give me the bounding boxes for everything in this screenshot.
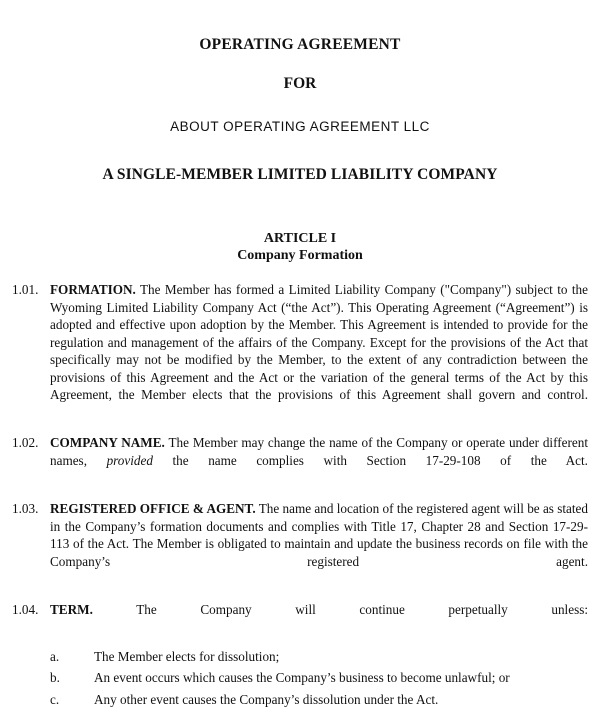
list-item-text: The Member elects for dissolution;: [94, 648, 280, 664]
list-item-letter: a.: [50, 648, 60, 664]
section-number: 1.04.: [12, 601, 39, 617]
section-heading: TERM.: [50, 601, 93, 617]
article-title: Company Formation: [237, 248, 363, 264]
section-text-before-italic: The Member may change the name of the Company or operate under different names,: [50, 435, 588, 468]
list-item-letter: c.: [50, 691, 60, 707]
section-body: [50, 434, 588, 487]
section-formation: [12, 281, 588, 421]
list-item: [50, 667, 588, 688]
list-item-text: An event occurs which causes the Company’s business to become unlawful; or: [94, 670, 510, 686]
section-number: 1.03.: [12, 501, 39, 516]
company-name: ABOUT OPERATING AGREEMENT LLC: [170, 119, 430, 135]
list-item-text: Any other event causes the Company’s dissolution under the Act.: [94, 691, 439, 707]
section-body: [50, 500, 588, 588]
document-body: [0, 281, 600, 710]
section-heading: FORMATION.: [50, 281, 136, 297]
section-number: 1.02.: [12, 435, 39, 451]
section-term: [12, 601, 588, 710]
document-subtitle: A SINGLE-MEMBER LIMITED LIABILITY COMPANY: [102, 165, 498, 183]
list-item-letter: b.: [50, 670, 60, 686]
section-text: The Company will continue perpetually unless:: [92, 601, 588, 617]
section-text: The name and location of the registered agent will be as stated in the Company’s formation documents and complies with Title 17, Chapter 28 and Section 17-29-113 of the Act. The Member is obligated to maintain and update the business records on file with the Company’s registered agent.: [50, 501, 588, 569]
section-number: 1.01.: [12, 281, 39, 297]
title-block: [0, 0, 600, 183]
term-sub-list: [50, 646, 588, 710]
section-body: [50, 601, 588, 636]
section-company-name: [12, 434, 588, 487]
section-text-after-italic: the name complies with Section 17-29-108 of the Act.: [152, 452, 588, 468]
document-title: OPERATING AGREEMENT: [199, 36, 401, 53]
section-text: The Member has formed a Limited Liability Company ("Company") subject to the Wyoming Limited Liability Company Act (“the Act”). This Operating Agreement (“Agreement”) is adopted and effective upon adoption by the Member. This Agreement is intended to provide for the regulation and management of the affairs of the Company. Except for the provisions of the Act that specifically may not be modified by the Member, to the extent of any contradiction between the provisions of this Agreement and the Act or the variation of the general terms of the Act by this Agreement, the Member elects that the provisions of this Agreement shall govern and control.: [50, 281, 588, 403]
section-heading: REGISTERED OFFICE & AGENT.: [50, 501, 256, 516]
section-heading: COMPANY NAME.: [50, 435, 165, 451]
section-italic-word: provided: [106, 452, 153, 468]
section-body: [50, 281, 588, 421]
section-registered-office-agent: [12, 500, 588, 588]
document-title-for: FOR: [283, 75, 317, 93]
article-heading: [0, 230, 600, 265]
list-item: [50, 646, 588, 667]
list-item: [50, 689, 588, 710]
article-number: ARTICLE I: [263, 230, 337, 246]
